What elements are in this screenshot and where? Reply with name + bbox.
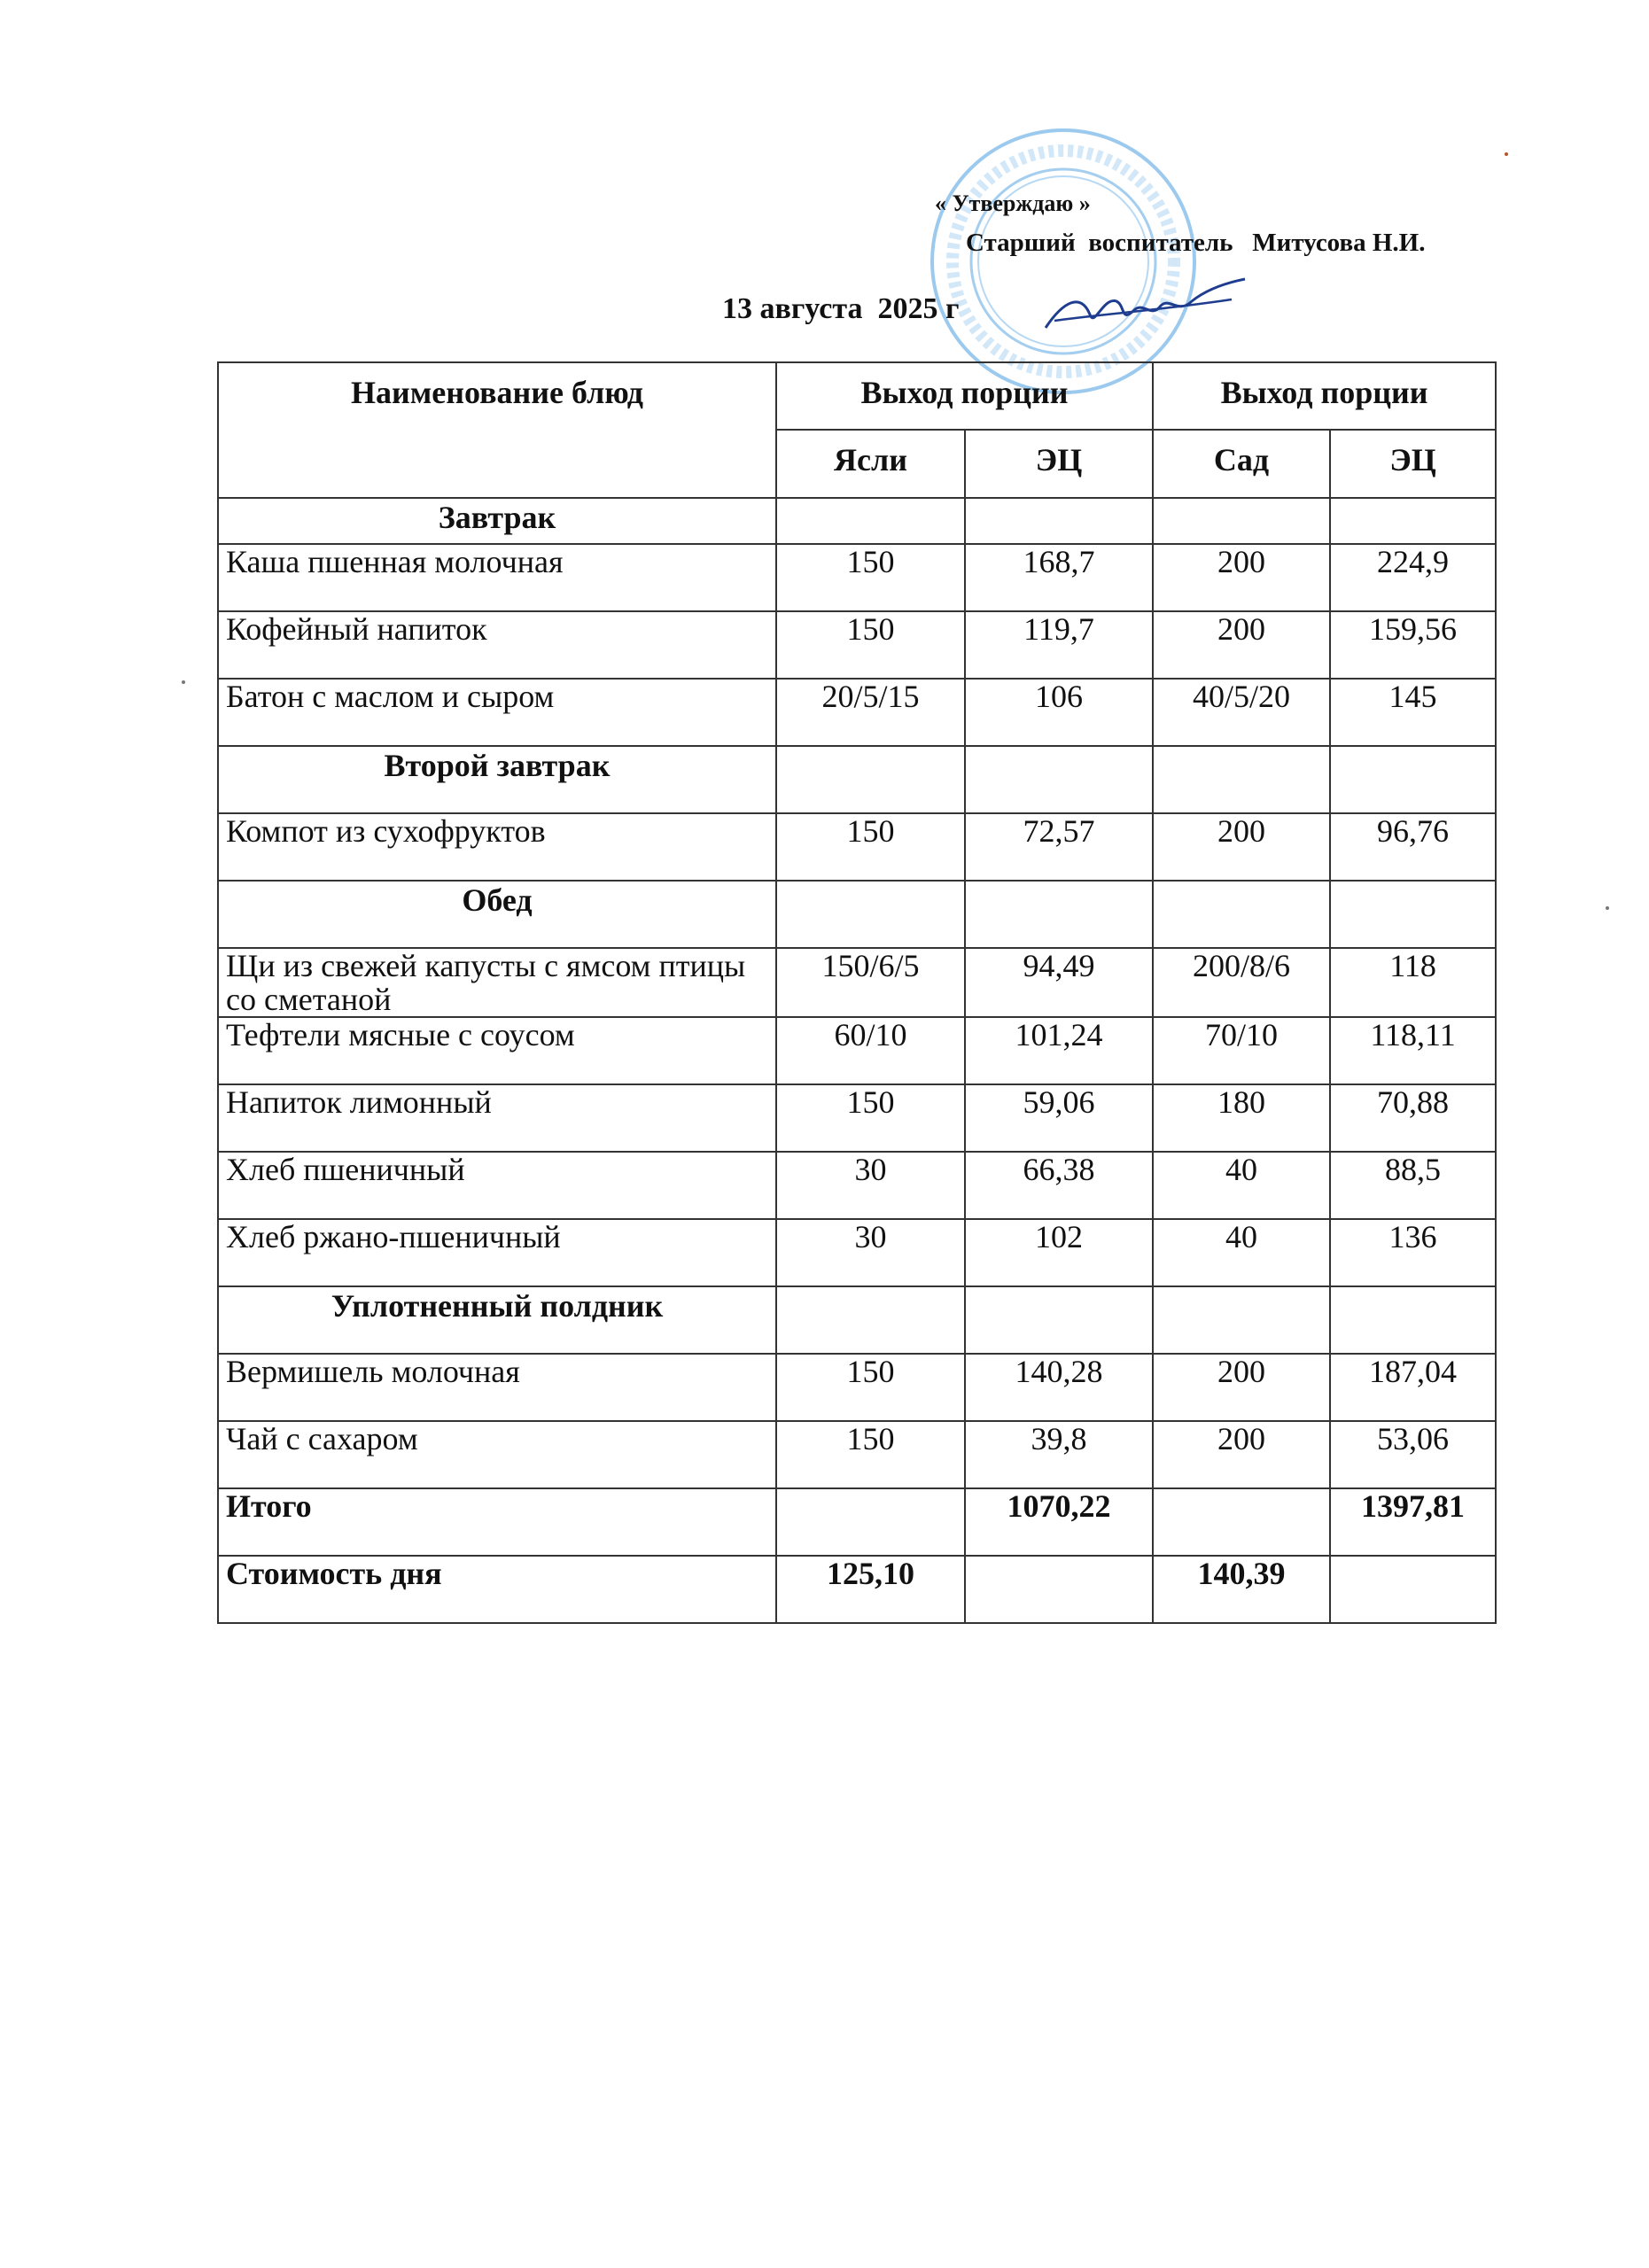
approver-position: Старший воспитатель Митусова Н.И. [966, 229, 1426, 257]
nursery-portion: 150 [776, 813, 965, 881]
section-row [218, 498, 1496, 544]
nursery-portion: 30 [776, 1219, 965, 1286]
empty-cell [776, 881, 965, 948]
dish-name: Тефтели мясные с соусом [218, 1017, 776, 1084]
garden-energy [1330, 1556, 1496, 1623]
garden-portion: 200 [1153, 1354, 1330, 1421]
nursery-portion: 150 [776, 1084, 965, 1152]
scan-speck [1505, 152, 1508, 156]
scan-speck [1606, 906, 1609, 910]
table-row [218, 544, 1496, 611]
garden-energy: 145 [1330, 679, 1496, 746]
dish-name: Хлеб ржано-пшеничный [218, 1219, 776, 1286]
table-row [218, 611, 1496, 679]
empty-cell [965, 1286, 1153, 1354]
nursery-portion: 150 [776, 544, 965, 611]
empty-cell [1330, 746, 1496, 813]
garden-portion: 200 [1153, 544, 1330, 611]
garden-portion: 40 [1153, 1152, 1330, 1219]
empty-cell [1153, 1286, 1330, 1354]
garden-energy: 187,04 [1330, 1354, 1496, 1421]
empty-cell [1330, 881, 1496, 948]
scan-speck [182, 680, 185, 684]
nursery-portion: 60/10 [776, 1017, 965, 1084]
subheader-energy-2: ЭЦ [1330, 430, 1496, 498]
menu-table [217, 361, 1497, 1624]
garden-portion [1153, 1488, 1330, 1556]
table-row [218, 1354, 1496, 1421]
section-row [218, 1286, 1496, 1354]
subheader-nursery: Ясли [776, 430, 965, 498]
empty-cell [1153, 746, 1330, 813]
dish-name: Вермишель молочная [218, 1354, 776, 1421]
empty-cell [965, 881, 1153, 948]
empty-cell [1153, 881, 1330, 948]
nursery-energy: 168,7 [965, 544, 1153, 611]
header-portion-nursery: Выход порции [776, 362, 1153, 430]
total-row [218, 1556, 1496, 1623]
dish-name: Чай с сахаром [218, 1421, 776, 1488]
section-title: Обед [218, 881, 776, 948]
section-title: Завтрак [218, 498, 776, 544]
table-row [218, 1017, 1496, 1084]
official-stamp [926, 124, 1201, 399]
nursery-portion: 125,10 [776, 1556, 965, 1623]
dish-name: Компот из сухофруктов [218, 813, 776, 881]
total-label: Стоимость дня [218, 1556, 776, 1623]
empty-cell [1330, 498, 1496, 544]
garden-energy: 1397,81 [1330, 1488, 1496, 1556]
dish-name: Хлеб пшеничный [218, 1152, 776, 1219]
garden-energy: 53,06 [1330, 1421, 1496, 1488]
header-dish-name: Наименование блюд [218, 362, 776, 498]
table-row [218, 1152, 1496, 1219]
table-header-row [218, 362, 1496, 430]
dish-name: Щи из свежей капусты с ямсом птицы со сметаной [218, 948, 776, 1017]
table-row [218, 1421, 1496, 1488]
garden-portion: 180 [1153, 1084, 1330, 1152]
nursery-portion: 150/6/5 [776, 948, 965, 1017]
nursery-energy: 119,7 [965, 611, 1153, 679]
garden-energy: 118 [1330, 948, 1496, 1017]
empty-cell [1153, 498, 1330, 544]
garden-energy: 96,76 [1330, 813, 1496, 881]
nursery-energy [965, 1556, 1153, 1623]
nursery-energy: 39,8 [965, 1421, 1153, 1488]
garden-portion: 140,39 [1153, 1556, 1330, 1623]
garden-portion: 40/5/20 [1153, 679, 1330, 746]
dish-name: Батон с маслом и сыром [218, 679, 776, 746]
garden-energy: 136 [1330, 1219, 1496, 1286]
garden-portion: 200 [1153, 1421, 1330, 1488]
nursery-energy: 72,57 [965, 813, 1153, 881]
nursery-portion [776, 1488, 965, 1556]
dish-name: Напиток лимонный [218, 1084, 776, 1152]
nursery-portion: 150 [776, 1354, 965, 1421]
nursery-energy: 101,24 [965, 1017, 1153, 1084]
empty-cell [965, 498, 1153, 544]
nursery-energy: 66,38 [965, 1152, 1153, 1219]
nursery-energy: 102 [965, 1219, 1153, 1286]
section-row [218, 881, 1496, 948]
garden-portion: 40 [1153, 1219, 1330, 1286]
signature [1037, 266, 1249, 354]
garden-energy: 159,56 [1330, 611, 1496, 679]
subheader-garden: Сад [1153, 430, 1330, 498]
empty-cell [965, 746, 1153, 813]
header-portion-garden: Выход порции [1153, 362, 1496, 430]
total-row [218, 1488, 1496, 1556]
nursery-energy: 1070,22 [965, 1488, 1153, 1556]
nursery-portion: 150 [776, 1421, 965, 1488]
table-row [218, 1084, 1496, 1152]
table-row [218, 1219, 1496, 1286]
dish-name: Кофейный напиток [218, 611, 776, 679]
dish-name: Каша пшенная молочная [218, 544, 776, 611]
garden-energy: 88,5 [1330, 1152, 1496, 1219]
garden-energy: 70,88 [1330, 1084, 1496, 1152]
nursery-energy: 94,49 [965, 948, 1153, 1017]
empty-cell [776, 1286, 965, 1354]
table-row [218, 813, 1496, 881]
garden-portion: 200 [1153, 813, 1330, 881]
garden-portion: 200 [1153, 611, 1330, 679]
nursery-portion: 20/5/15 [776, 679, 965, 746]
nursery-portion: 150 [776, 611, 965, 679]
empty-cell [776, 746, 965, 813]
garden-energy: 224,9 [1330, 544, 1496, 611]
garden-energy: 118,11 [1330, 1017, 1496, 1084]
empty-cell [1330, 1286, 1496, 1354]
garden-portion: 70/10 [1153, 1017, 1330, 1084]
garden-portion: 200/8/6 [1153, 948, 1330, 1017]
section-title: Уплотненный полдник [218, 1286, 776, 1354]
section-row [218, 746, 1496, 813]
total-label: Итого [218, 1488, 776, 1556]
nursery-portion: 30 [776, 1152, 965, 1219]
empty-cell [776, 498, 965, 544]
nursery-energy: 140,28 [965, 1354, 1153, 1421]
section-title: Второй завтрак [218, 746, 776, 813]
subheader-energy-1: ЭЦ [965, 430, 1153, 498]
table-row [218, 948, 1496, 1017]
nursery-energy: 106 [965, 679, 1153, 746]
nursery-energy: 59,06 [965, 1084, 1153, 1152]
menu-date: 13 августа 2025 г [722, 292, 960, 325]
table-row [218, 679, 1496, 746]
approval-label: « Утверждаю » [935, 190, 1091, 216]
